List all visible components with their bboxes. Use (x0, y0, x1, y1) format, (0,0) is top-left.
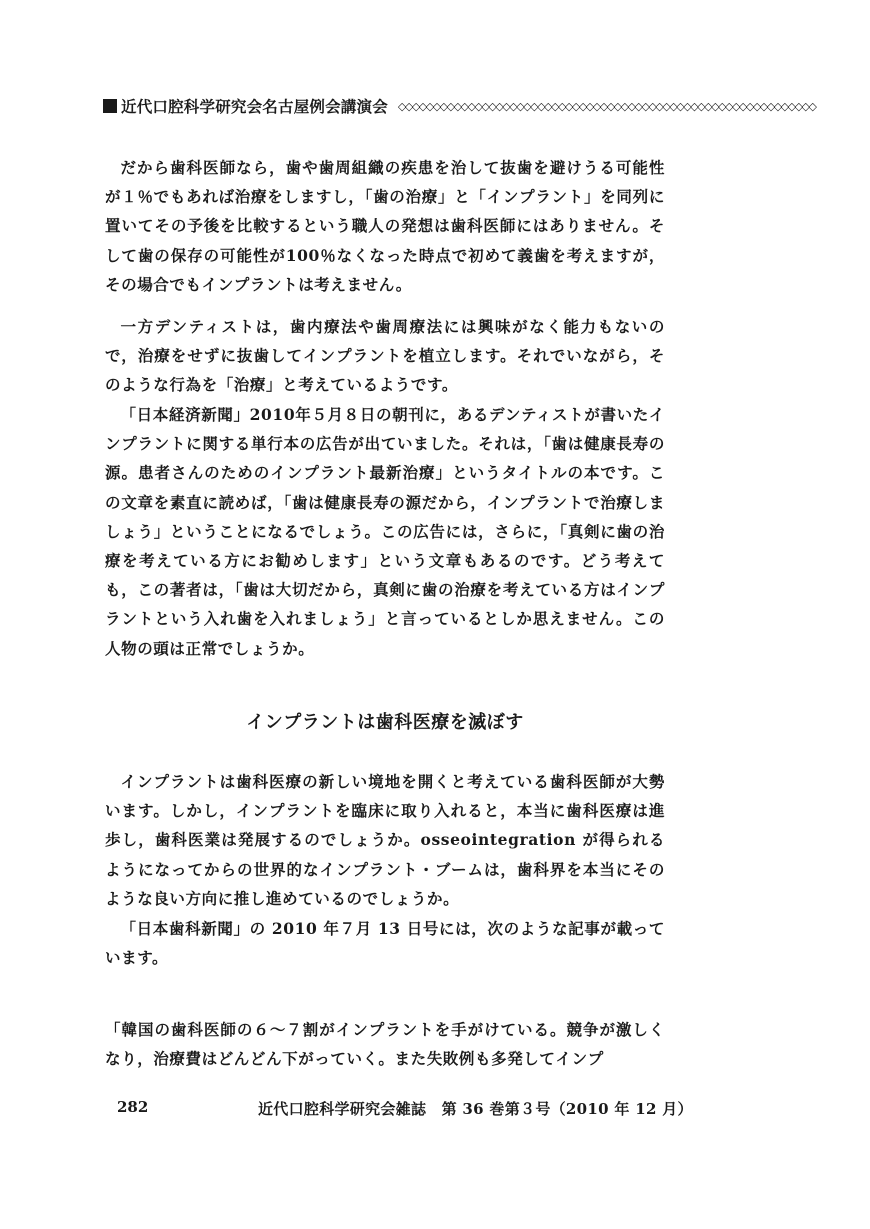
body-paragraph: 「日本経済新聞」2010年５月８日の朝刊に，あるデンティストが書いたインプラントに関する単行本の広告が出ていました。それは，「歯は健康長寿の源。患者さんのためのインプラント最新治療」というタイトルの本です。この文章を素直に読めば，「歯は健康長寿の源だから，インプラントで治療しましょう」ということになるでしょう。この広告には，さらに，「真剣に歯の治療を考えている方にお勧めします」という文章もあるのです。どう考えても，この著者は，「歯は大切だから，真剣に歯の治療を考えている方はインプラントという入れ歯を入れましょう」と言っているとしか思えません。この人物の頭は正常でしょうか。 (105, 405, 665, 658)
page-number: 282 (117, 1098, 149, 1116)
body-paragraph: 「日本歯科新聞」の 2010 年７月 13 日号には，次のような記事が載っています。 (105, 919, 665, 968)
section-heading: インプラントは歯科医療を滅ぼす (246, 712, 524, 733)
quote-paragraph: 「韓国の歯科医師の６～７割がインプラントを手がけている。競争が激しくなり，治療費はどんどん下がっていく。また失敗例も多発してインプ (105, 1020, 665, 1069)
diamond-ornament: ◇◇◇◇◇◇◇◇◇◇◇◇◇◇◇◇◇◇◇◇◇◇◇◇◇◇◇◇◇◇◇◇◇◇◇◇◇◇◇◇◇◇◇◇◇◇◇◇◇◇◇◇◇◇◇◇◇◇◇◇ (397, 99, 816, 113)
black-square-icon (103, 99, 117, 113)
journal-citation: 近代口腔科学研究会雑誌 第 36 巻第３号（2010 年 12 月） (258, 1100, 693, 1118)
body-paragraph: 一方デンティストは，歯内療法や歯周療法には興味がなく能力もないので，治療をせずに抜歯してインプラントを植立します。それでいながら，そのような行為を「治療」と考えているようです。 (105, 317, 665, 395)
body-paragraph: インプラントは歯科医療の新しい境地を開くと考えている歯科医師が大勢います。しかし，インプラントを臨床に取り入れると，本当に歯科医療は進歩し，歯科医業は発展するのでしょうか。osseointegration が得られるようになってからの世界的なインプラント・ブームは，歯科界を本当にそのような良い方向に推し進めているのでしょうか。 (105, 772, 665, 908)
body-paragraph: だから歯科医師なら，歯や歯周組織の疾患を治して抜歯を避けうる可能性が１％でもあれば治療をしますし，「歯の治療」と「インプラント」を同列に置いてその予後を比較するという職人の発想は歯科医師にはありません。そして歯の保存の可能性が100％なくなった時点で初めて義歯を考えますが，その場合でもインプラントは考えません。 (105, 158, 665, 294)
running-header (103, 94, 838, 118)
header-title: 近代口腔科学研究会名古屋例会講演会 (121, 98, 388, 116)
